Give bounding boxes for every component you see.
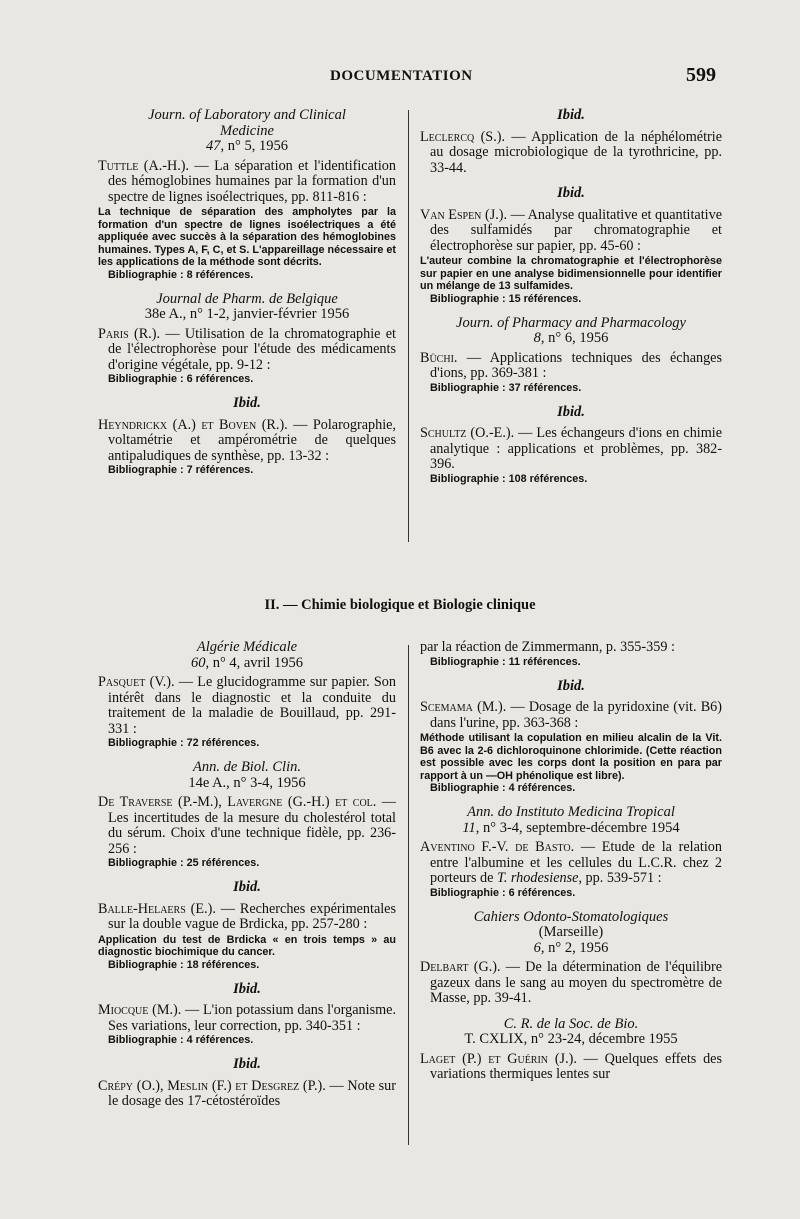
bibliographic-entry: [98, 1079, 396, 1110]
author: Aventino F.-V. de Basto.: [420, 839, 575, 855]
bottom-left-column: [98, 640, 396, 1120]
bibliography-count: Bibliographie : 6 références.: [108, 373, 254, 385]
abstract-note: La technique de séparation des ampholytes par la formation d'un spectre de lignes isoélectriques a été appliquée avec succès à la séparation des hémoglobines humaines. Types A, F, C, et S. L'appareillage nécessaire et les applications de la méthode sont décrits.: [98, 206, 396, 268]
ibid-heading: Ibid.: [557, 185, 585, 201]
ibid-heading: Ibid.: [233, 395, 261, 411]
citation: Balle-Helaers (E.). — Recherches expérimentales sur la double vague de Brdicka, pp. 257-280 :: [98, 900, 397, 932]
abstract-note: L'auteur combine la chromatographie et l'électrophorèse sur papier en une analyse bidimensionnelle pour identifier un mélange de 13 sulfamides.: [420, 255, 722, 292]
volume-number: 8: [533, 330, 541, 346]
journal-title: Medicine: [220, 122, 274, 139]
journal-subtitle: (Marseille): [538, 924, 604, 940]
citation: Crépy (O.), Meslin (F.) et Desgrez (P.). — Note sur le dosage des 17-cétostéroïdes: [98, 1077, 396, 1109]
journal-issue: 14e A., n° 3-4, 1956: [188, 774, 306, 791]
citation: Laget (P.) et Guérin (J.). — Quelques effets des variations thermiques lentes sur: [420, 1050, 722, 1082]
author: Scemama (M.).: [420, 699, 507, 715]
volume-number: 60: [190, 654, 206, 671]
author: Pasquet (V.).: [98, 674, 175, 690]
abstract-note: Méthode utilisant la copulation en milieu alcalin de la Vit. B6 avec la 2-6 dichloroquinone chlorimide. (Cette réaction est possible avec les corps dont la position en para par rapport à un —OH phénolique est libre).: [420, 732, 722, 782]
journal-issue: 11, n° 3-4, septembre-décembre 1954: [462, 819, 680, 836]
journal-issue: T. CXLIX, n° 23-24, décembre 1955: [464, 1031, 678, 1047]
volume-number: 47: [206, 138, 221, 154]
journal-title: Algérie Médicale: [196, 639, 298, 655]
bibliographic-entry: [98, 327, 396, 387]
bibliography-count: Bibliographie : 4 références.: [108, 1034, 254, 1046]
bibliography-count: Bibliographie : 15 références.: [430, 292, 582, 305]
journal-title: Journ. of Laboratory and Clinical: [148, 107, 346, 123]
bibliography-count: Bibliographie : 108 références.: [430, 472, 588, 485]
citation: par la réaction de Zimmermann, p. 355-359 :: [420, 639, 675, 655]
bibliography-count: Bibliographie : 18 références.: [108, 958, 260, 971]
journal-title: Cahiers Odonto-Stomatologiques: [473, 908, 669, 925]
bibliographic-entry: [420, 351, 722, 395]
journal-title: Ann. do Instituto Medicina Tropical: [467, 804, 675, 820]
author: De Traverse (P.-M.), Lavergne (G.-H.) et col.: [98, 794, 377, 810]
journal-issue: 8, n° 6, 1956: [533, 330, 609, 346]
bibliographic-entry: [98, 418, 396, 478]
citation: Büchi. — Applications techniques des échanges d'ions, pp. 369-381 :: [420, 349, 722, 381]
abstract-note: Application du test de Brdicka « en trois temps » au diagnostic biochimique du cancer.: [98, 933, 396, 958]
author: Tuttle (A.-H.).: [98, 157, 190, 174]
journal-title: Journal de Pharm. de Belgique: [156, 290, 338, 307]
bibliographic-entry: [98, 1003, 396, 1047]
author: Heyndrickx (A.) et Boven (R.).: [98, 416, 288, 433]
citation: Pasquet (V.). — Le glucidogramme sur papier. Son intérêt dans le diagnostic et la conduite du traitement de la maladie de Bouillaud, pp. 291-331 :: [98, 674, 396, 737]
bibliography-count: Bibliographie : 4 références.: [430, 782, 576, 794]
citation: Tuttle (A.-H.). — La séparation et l'identification des hémoglobines humaines par la formation d'un spectre de lignes isoélectriques, pp. 811-816 :: [98, 157, 396, 205]
author: Büchi.: [420, 349, 458, 366]
bibliography-count: Bibliographie : 25 références.: [108, 857, 260, 869]
author: Van Espen (J.).: [420, 206, 508, 223]
author: Crépy (O.), Meslin (F.) et Desgrez (P.).: [98, 1077, 326, 1094]
bibliographic-entry: [420, 840, 722, 900]
bibliographic-entry: [420, 700, 722, 795]
bottom-right-column: [420, 640, 722, 1093]
ibid-heading: Ibid.: [557, 403, 585, 420]
volume-number: 6: [533, 939, 541, 956]
journal-issue: 60, n° 4, avril 1956: [190, 654, 304, 671]
ibid-heading: Ibid.: [233, 1056, 261, 1072]
bibliographic-entry: [420, 130, 722, 177]
citation: Van Espen (J.). — Analyse qualitative et quantitative des sulfamidés par chromatographie et électrophorèse sur papier, pp. 45-60 :: [420, 206, 722, 254]
author: Delbart (G.).: [420, 959, 501, 975]
citation: Leclercq (S.). — Application de la néphélométrie au dosage microbiologique de la tyrothricine, pp. 33-44.: [420, 128, 723, 176]
author: Leclercq (S.).: [420, 128, 506, 145]
bibliographic-entry: [98, 795, 396, 870]
bibliographic-entry: [420, 426, 722, 486]
bibliographic-entry: [98, 902, 396, 972]
citation: Heyndrickx (A.) et Boven (R.). — Polarographie, voltamétrie et ampérométrie de quelques antipaludiques de synthèse, pp. 13-32 :: [98, 416, 396, 464]
volume-number: 11: [462, 819, 476, 836]
ibid-heading: Ibid.: [233, 879, 261, 895]
column-divider: [408, 645, 409, 1145]
citation: Scemama (M.). — Dosage de la pyridoxine (vit. B6) dans l'urine, pp. 363-368 :: [420, 699, 722, 731]
citation: Paris (R.). — Utilisation de la chromatographie et de l'électrophorèse pour l'étude des médicaments d'origine végétale, pp. 9-12 :: [98, 325, 396, 373]
bibliographic-entry-continued: [420, 640, 722, 669]
citation: Aventino F.-V. de Basto. — Etude de la relation entre l'albumine et les cellules du L.C.R. chez 2 porteurs de T. rhodesiense, pp. 539-571 :: [420, 839, 722, 886]
bibliographic-entry: [420, 960, 722, 1007]
top-right-column: [420, 108, 722, 496]
bibliography-count: Bibliographie : 8 références.: [108, 268, 254, 281]
ibid-heading: Ibid.: [233, 980, 261, 997]
bibliographic-entry: [420, 1052, 722, 1083]
journal-title: C. R. de la Soc. de Bio.: [503, 1015, 639, 1032]
journal-title: Ann. de Biol. Clin.: [193, 759, 301, 775]
ibid-heading: Ibid.: [557, 677, 585, 694]
bibliographic-entry: [98, 159, 396, 282]
bibliography-count: Bibliographie : 72 références.: [108, 737, 260, 749]
ibid-heading: Ibid.: [557, 107, 585, 123]
citation: Miocque (M.). — L'ion potassium dans l'organisme. Ses variations, leur correction, pp. 340-351 :: [98, 1002, 396, 1034]
top-left-column: [98, 108, 396, 487]
author: Miocque (M.).: [98, 1002, 182, 1018]
bibliography-count: Bibliographie : 7 références.: [108, 464, 254, 476]
author: Laget (P.) et Guérin (J.).: [420, 1050, 577, 1067]
column-divider: [408, 110, 409, 542]
species-name: T. rhodesiense: [496, 870, 579, 886]
journal-issue: 38e A., n° 1-2, janvier-février 1956: [144, 306, 350, 322]
bibliography-count: Bibliographie : 37 références.: [430, 381, 582, 394]
author: Balle-Helaers (E.).: [98, 900, 216, 917]
journal-issue: 6, n° 2, 1956: [533, 939, 609, 956]
bibliography-count: Bibliographie : 6 références.: [430, 886, 576, 899]
journal-issue: 47, n° 5, 1956: [206, 138, 288, 154]
running-title: DOCUMENTATION: [330, 68, 473, 84]
bibliography-count: Bibliographie : 11 références.: [430, 655, 581, 668]
journal-title: Journ. of Pharmacy and Pharmacology: [456, 314, 686, 331]
author: Paris (R.).: [98, 325, 160, 342]
bibliographic-entry: [420, 208, 722, 306]
citation: Schultz (O.-E.). — Les échangeurs d'ions en chimie analytique : applications et problèmes, pp. 382-396.: [420, 425, 723, 472]
page-number: 599: [686, 64, 716, 86]
bibliographic-entry: [98, 675, 396, 750]
citation: De Traverse (P.-M.), Lavergne (G.-H.) et col. — Les incertitudes de la mesure du cholestérol total du sérum. Choix d'une technique fidèle, pp. 236-256 :: [98, 794, 396, 857]
section-heading: II. — Chimie biologique et Biologie clinique: [264, 597, 536, 613]
citation: Delbart (G.). — De la détermination de l'équilibre gazeux dans le sang au moyen du spectromètre de Masse, pp. 39-41.: [420, 959, 723, 1006]
author: Schultz (O.-E.).: [420, 425, 515, 441]
